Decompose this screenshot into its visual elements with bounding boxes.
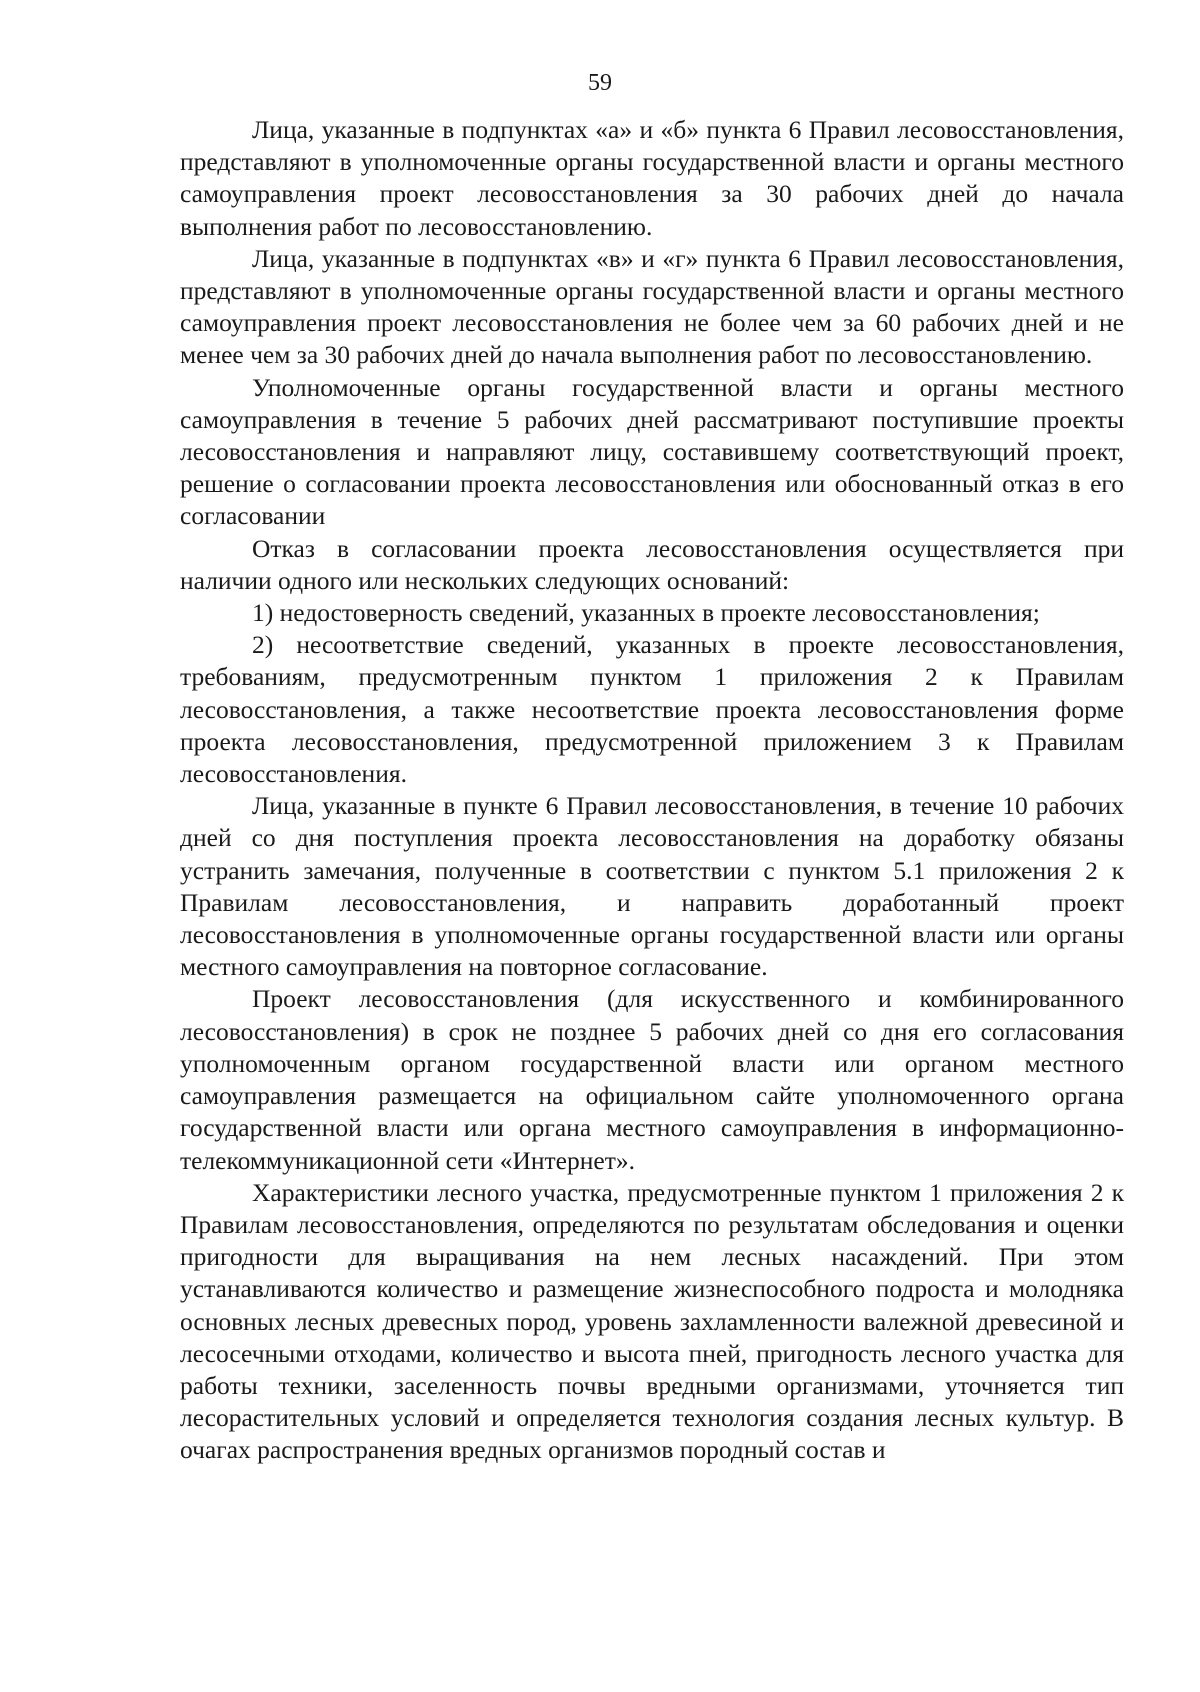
- page-number: 59: [588, 70, 612, 96]
- paragraph-publication: Проект лесовосстановления (для искусственного и комбинированного лесовосстановления) в срок не позднее 5 рабочих дней со дня его согласования уполномоченным органом государственной власти или органом местного самоуправления размещается на официальном сайте уполномоченного органа государственной власти или органа местного самоуправления в информационно-телекоммуникационной сети «Интернет».: [180, 984, 1124, 1175]
- document-body: [180, 114, 1124, 1467]
- paragraph-project-submission-ab: Лица, указанные в подпунктах «а» и «б» пункта 6 Правил лесовосстановления, представляют в уполномоченные органы государственной власти и органы местного самоуправления проект лесовосстановления за 30 рабочих дней до начала выполнения работ по лесовосстановлению.: [180, 115, 1124, 241]
- paragraph-site-characteristics: Характеристики лесного участка, предусмотренные пунктом 1 приложения 2 к Правилам лесовосстановления, определяются по результатам обследования и оценки пригодности для выращивания на нем лесных насаждений. При этом устанавливаются количество и размещение жизнеспособного подроста и молодняка основных лесных древесных пород, уровень захламленности валежной древесиной и лесосечными отходами, количество и высота пней, пригодность лесного участка для работы техники, заселенность почвы вредными организмами, уточняется тип лесорастительных условий и определяется технология создания лесных культур. В очагах распространения вредных организмов породный состав и: [180, 1177, 1124, 1465]
- paragraph-refusal-grounds-intro: Отказ в согласовании проекта лесовосстановления осуществляется при наличии одного или нескольких следующих оснований:: [180, 533, 1124, 595]
- paragraph-review-period: Уполномоченные органы государственной власти и органы местного самоуправления в течение 5 рабочих дней рассматривают поступившие проекты лесовосстановления и направляют лицу, составившему соответствующий проект, решение о согласовании проекта лесовосстановления или обоснованный отказ в его согласовании: [180, 372, 1124, 531]
- list-item-refusal-ground-1: 1) недостоверность сведений, указанных в проекте лесовосстановления;: [252, 598, 1040, 628]
- paragraph-project-submission-vg: Лица, указанные в подпунктах «в» и «г» пункта 6 Правил лесовосстановления, представляют в уполномоченные органы государственной власти и органы местного самоуправления проект лесовосстановления не более чем за 60 рабочих дней и не менее чем за 30 рабочих дней до начала выполнения работ по лесовосстановлению.: [180, 243, 1124, 370]
- list-item-refusal-ground-2: 2) несоответствие сведений, указанных в проекте лесовосстановления, требованиям, предусмотренным пунктом 1 приложения 2 к Правилам лесовосстановления, а также несоответствие проекта лесовосстановления форме проекта лесовосстановления, предусмотренной приложением 3 к Правилам лесовосстановления.: [180, 630, 1124, 789]
- paragraph-rework-deadline: Лица, указанные в пункте 6 Правил лесовосстановления, в течение 10 рабочих дней со дня поступления проекта лесовосстановления на доработку обязаны устранить замечания, полученные в соответствии с пунктом 5.1 приложения 2 к Правилам лесовосстановления, и направить доработанный проект лесовосстановления в уполномоченные органы государственной власти или органы местного самоуправления на повторное согласование.: [180, 791, 1124, 982]
